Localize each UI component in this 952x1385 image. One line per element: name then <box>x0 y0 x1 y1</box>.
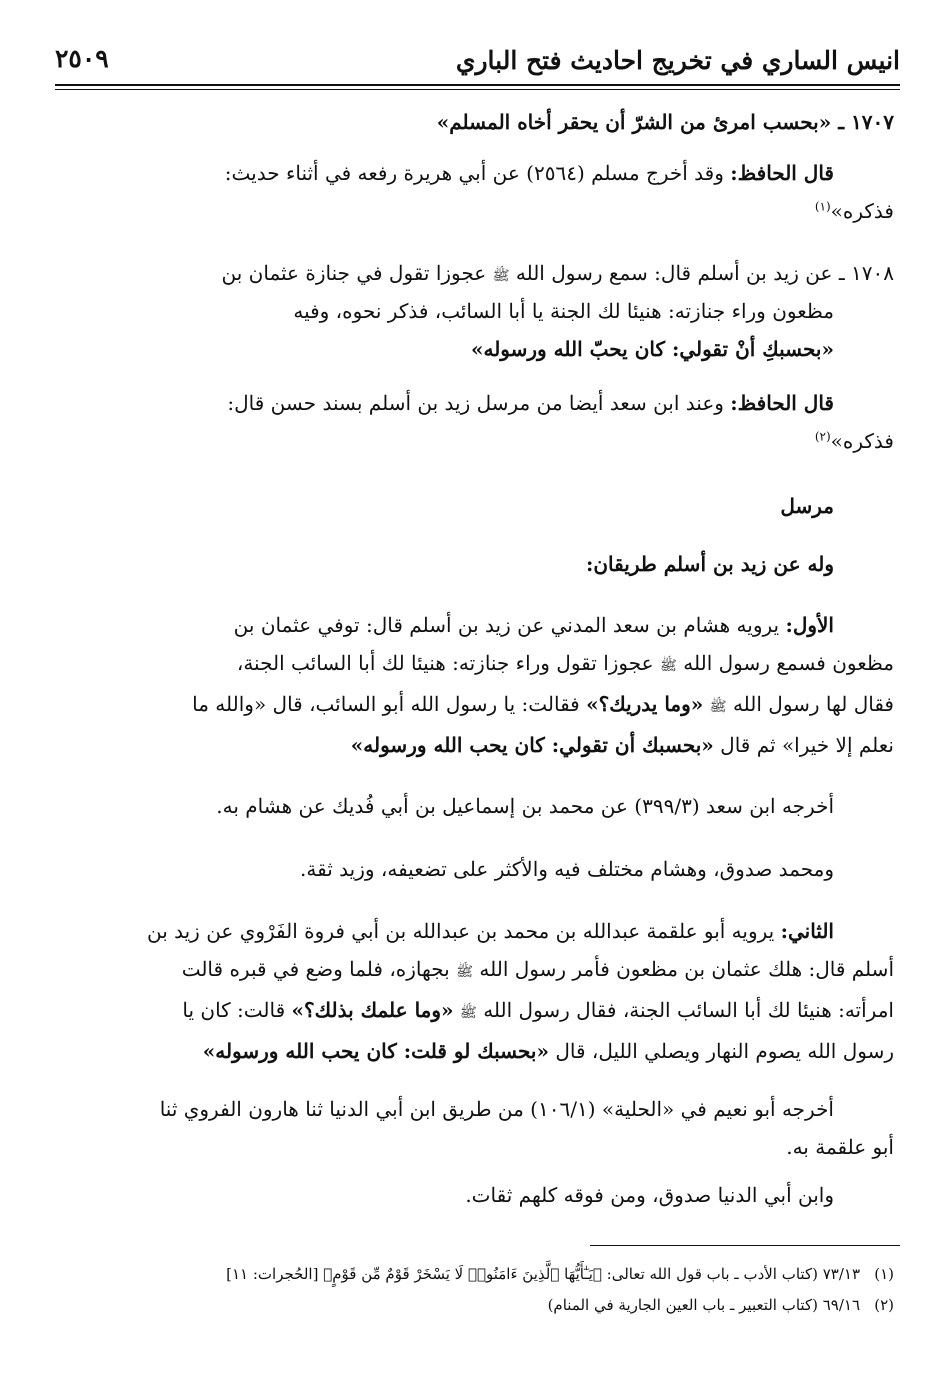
way-text: نعلم إلا خيرا» ثم قال <box>720 733 894 757</box>
quote: «وما علمك بذلك؟» <box>291 998 454 1022</box>
footnote-number: (١) <box>874 1265 894 1283</box>
way-text: رسول الله يصوم النهار ويصلي الليل، قال <box>555 1039 894 1063</box>
takhrij-2 <box>90 1090 834 1128</box>
hafiz-note-2-cont <box>90 422 894 460</box>
page-number: ٢٥٠٩ <box>55 44 109 73</box>
way-text: فقال لها رسول الله <box>732 692 894 716</box>
quote: «بحسبك أن تقولي: كان يحب الله ورسوله» <box>350 733 714 757</box>
footnote-ref-2[interactable]: (٢) <box>814 429 831 444</box>
running-header <box>55 40 900 86</box>
turuq-heading: وله عن زيد بن أسلم طريقان: <box>585 552 834 576</box>
note-label: قال الحافظ: <box>730 391 834 415</box>
note-text: وقد أخرج مسلم (٢٥٦٤) عن أبي هريرة رفعه في أثناء حديث: <box>224 161 724 185</box>
hadith-quote: «بحسبكِ أنْ تقولي: كان يحبّ الله ورسوله» <box>470 337 834 361</box>
footnote-rule <box>590 1245 900 1246</box>
hadith-text: عجوزا تقول في جنازة عثمان بن <box>221 261 487 285</box>
grading-2: وابن أبي الدنيا صدوق، ومن فوقه كلهم ثقات. <box>465 1183 834 1207</box>
note-text: وعند ابن سعد أيضا من مرسل زيد بن أسلم بسند حسن قال: <box>227 391 724 415</box>
hadith-number: ١٧٠٧ ـ <box>838 110 894 134</box>
way-label: الثاني: <box>780 919 834 943</box>
hadith-1708-cont <box>90 292 834 368</box>
note-text: فذكره» <box>830 199 894 223</box>
first-way-cont <box>90 644 894 764</box>
footnote-text: ٧٣/١٣ (كتاب الأدب ـ باب قول الله تعالى: ﴿يَـٰٓأَيُّهَا ٱلَّذِينَ ءَامَنُوا۟ لَا يَسْخَرْ قَوْمٌ مِّن قَوْمٍ﴾ [الحُجرات: ١١] <box>226 1265 860 1283</box>
grading-1: ومحمد صدوق، وهشام مختلف فيه والأكثر على تضعيفه، وزيد ثقة. <box>300 857 834 881</box>
mursal-heading: مرسل <box>780 494 834 518</box>
takhrij-2-cont: أبو علقمة به. <box>786 1135 894 1159</box>
footnote-1 <box>60 1263 894 1285</box>
hafiz-note-1-cont <box>90 192 894 230</box>
header-rule <box>55 84 900 86</box>
hadith-text: «بحسب امرئ من الشرّ أن يحقر أخاه المسلم» <box>436 110 832 134</box>
way-text: قالت: كان يا <box>182 998 286 1022</box>
salawat-symbol: ﷺ <box>492 268 510 284</box>
footnote-ref-1[interactable]: (١) <box>814 199 831 214</box>
way-label: الأول: <box>785 613 834 637</box>
second-way <box>90 912 834 950</box>
header-rule-thin <box>55 89 900 90</box>
takhrij-text: أخرجه أبو نعيم في «الحلية» (١٠٦/١) من طريق ابن أبي الدنيا ثنا هارون الفروي ثنا <box>159 1097 834 1121</box>
way-text: أسلم قال: هلك عثمان بن مظعون فأمر رسول الله <box>479 957 894 981</box>
way-text: فقالت: يا رسول الله أبو السائب، قال «والله ما <box>192 692 580 716</box>
way-text: يرويه هشام بن سعد المدني عن زيد بن أسلم قال: توفي عثمان بن <box>233 613 780 637</box>
way-text: امرأته: هنيئا لك أبا السائب الجنة، فقال رسول الله <box>483 998 894 1022</box>
quote: «وما يدريك؟» <box>586 692 704 716</box>
hadith-1707 <box>90 103 894 141</box>
second-way-cont <box>90 950 894 1070</box>
way-text: بجهازه، فلما وضع في قبره قالت <box>181 957 450 981</box>
note-label: قال الحافظ: <box>730 161 834 185</box>
hadith-text: عن زيد بن أسلم قال: سمع رسول الله <box>515 261 833 285</box>
hadith-text: مظعون وراء جنازته: هنيئا لك الجنة يا أبا السائب، فذكر نحوه، وفيه <box>293 299 834 323</box>
hadith-1708 <box>90 254 894 295</box>
way-text: مظعون فسمع رسول الله <box>683 651 894 675</box>
note-text: فذكره» <box>830 429 894 453</box>
way-text: يرويه أبو علقمة عبدالله بن محمد بن عبدالله بن أبي فروة الفَرْوي عن زيد بن <box>146 919 775 943</box>
hafiz-note-1 <box>90 154 834 192</box>
hafiz-note-2 <box>90 384 834 422</box>
quote: «بحسبك لو قلت: كان يحب الله ورسوله» <box>202 1039 549 1063</box>
salawat-symbol: ﷺ <box>456 964 474 980</box>
footnote-text: ٦٩/١٦ (كتاب التعبير ـ باب العين الجارية في المنام) <box>547 1296 860 1314</box>
way-text: عجوزا تقول وراء جنازته: هنيئا لك أبا السائب الجنة، <box>236 651 654 675</box>
takhrij-1: أخرجه ابن سعد (٣٩٩/٣) عن محمد بن إسماعيل بن أبي فُديك عن هشام به. <box>216 794 834 818</box>
footnote-2 <box>60 1294 894 1316</box>
book-title: انيس الساري في تخريج احاديث فتح الباري <box>455 46 900 75</box>
salawat-symbol: ﷺ <box>659 658 677 674</box>
footnote-number: (٢) <box>874 1296 894 1314</box>
hadith-number: ١٧٠٨ ـ <box>838 261 894 285</box>
first-way <box>90 606 834 644</box>
salawat-symbol: ﷺ <box>459 1005 477 1021</box>
salawat-symbol: ﷺ <box>709 699 727 715</box>
